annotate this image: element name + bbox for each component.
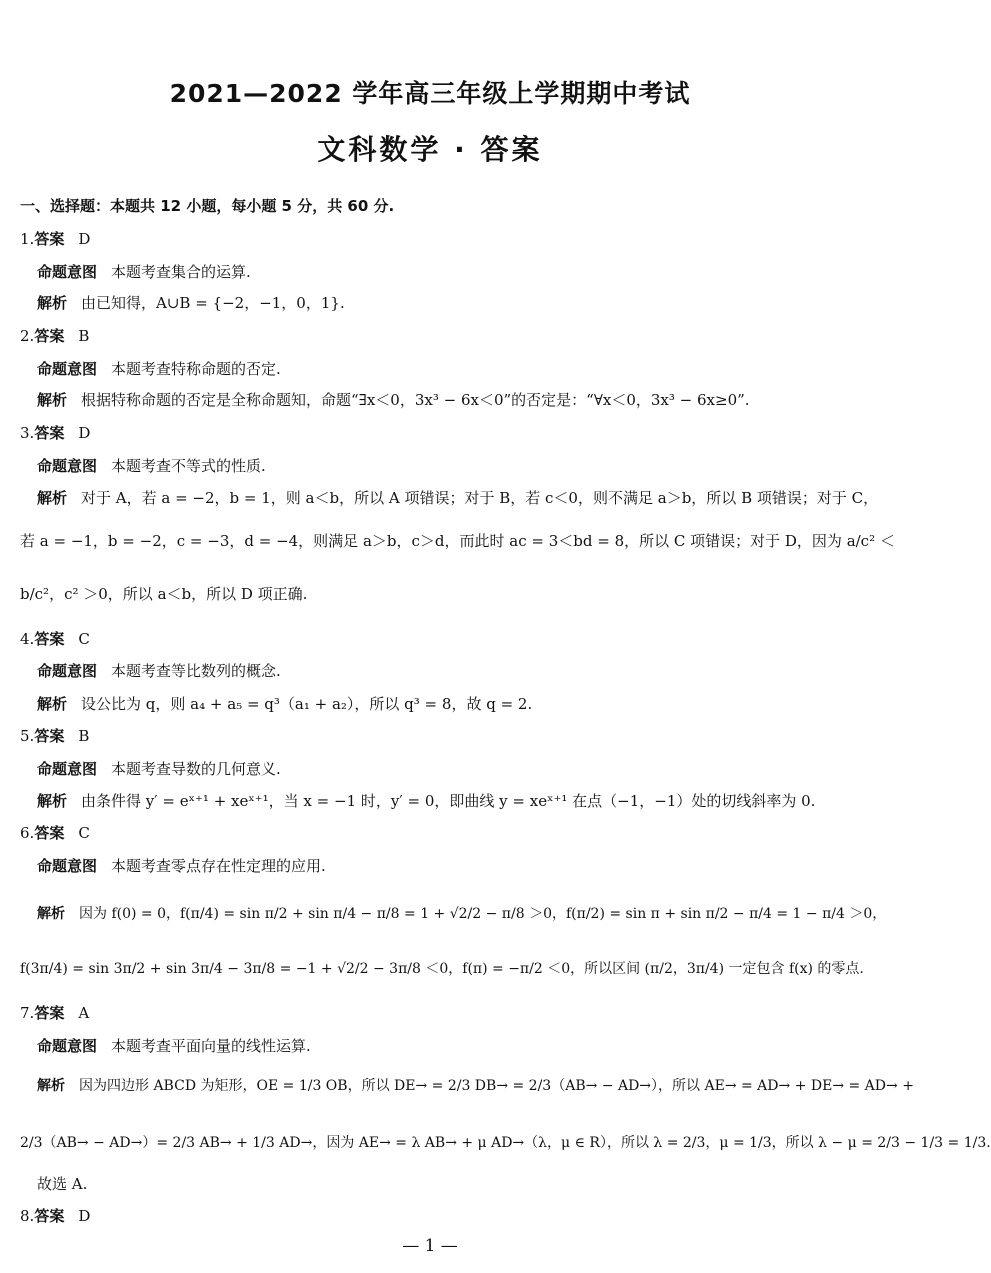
question-7-answer: 7.答案 A <box>20 1004 90 1022</box>
question-3-analysis: 解析 对于 A，若 a = −2，b = 1，则 a＜b，所以 A 项错误；对于 B，若 c＜0，则不满足 a＞b，所以 B 项错误；对于 C， <box>37 489 879 507</box>
exam-title: 2021—2022 学年高三年级上学期期中考试 <box>169 79 691 108</box>
question-3-answer: 3.答案 D <box>20 424 91 442</box>
question-6-intent: 命题意图 本题考查零点存在性定理的应用. <box>37 857 326 875</box>
question-7-intent: 命题意图 本题考查平面向量的线性运算. <box>37 1037 311 1055</box>
question-7-analysis: 解析 因为四边形 ABCD 为矩形，OE = 1/3 OB，所以 DE→ = 2/3 DB→ = 2/3（AB→ − AD→），所以 AE→ = AD→ + DE→ = AD→ + <box>37 1078 914 1094</box>
question-8-answer: 8.答案 D <box>20 1207 91 1225</box>
question-6-answer: 6.答案 C <box>20 824 90 842</box>
question-3-analysis-line-2: 若 a = −1，b = −2，c = −3，d = −4，则满足 a＞b，c＞d，而此时 ac = 3＜bd = 8，所以 C 项错误；对于 D，因为 a/c² ＜ <box>20 532 895 550</box>
page-number: — 1 — <box>402 1236 458 1256</box>
question-1-answer: 1.答案 D <box>20 230 91 248</box>
answer-label: 答案 <box>34 230 65 248</box>
question-5-intent: 命题意图 本题考查导数的几何意义. <box>37 760 281 778</box>
question-1-analysis: 解析 由已知得，A∪B = {−2，−1，0，1}. <box>37 294 345 312</box>
question-2-intent: 命题意图 本题考查特称命题的否定. <box>37 360 281 378</box>
question-4-answer: 4.答案 C <box>20 630 90 648</box>
question-7-analysis-line-3: 故选 A. <box>37 1175 88 1193</box>
exam-subtitle: 文科数学 · 答案 <box>317 133 543 166</box>
question-5-analysis: 解析 由条件得 y′ = eˣ⁺¹ + xeˣ⁺¹，当 x = −1 时，y′ = 0，即曲线 y = xeˣ⁺¹ 在点（−1，−1）处的切线斜率为 0. <box>37 792 816 810</box>
question-5-answer: 5.答案 B <box>20 727 90 745</box>
question-3-analysis-line-3: b/c²，c² ＞0，所以 a＜b，所以 D 项正确. <box>20 585 308 603</box>
answer-value: D <box>78 230 91 248</box>
question-4-intent: 命题意图 本题考查等比数列的概念. <box>37 662 281 680</box>
question-1-intent: 命题意图 本题考查集合的运算. <box>37 263 251 281</box>
section-heading: 一、选择题：本题共 12 小题，每小题 5 分，共 60 分. <box>20 197 395 215</box>
question-7-analysis-line-2: 2/3（AB→ − AD→）= 2/3 AB→ + 1/3 AD→，因为 AE→ = λ AB→ + μ AD→（λ，μ ∈ R），所以 λ = 2/3，μ = 1/3，所以 λ − μ = 2/3 − 1/3 = 1/3. <box>20 1135 991 1151</box>
question-2-answer: 2.答案 B <box>20 327 90 345</box>
question-6-analysis-line-2: f(3π/4) = sin 3π/2 + sin 3π/4 − 3π/8 = −1 + √2/2 − 3π/8 ＜0，f(π) = −π/2 ＜0，所以区间 (π/2，3π/4) 一定包含 f(x) 的零点. <box>20 961 864 977</box>
question-3-intent: 命题意图 本题考查不等式的性质. <box>37 457 266 475</box>
question-2-analysis: 解析 根据特称命题的否定是全称命题知，命题“∃x＜0，3x³ − 6x＜0”的否定是：“∀x＜0，3x³ − 6x≥0”. <box>37 391 750 409</box>
question-6-analysis: 解析 因为 f(0) = 0，f(π/4) = sin π/2 + sin π/4 − π/8 = 1 + √2/2 − π/8 ＞0，f(π/2) = sin π + sin π/2 − π/4 = 1 − π/4 ＞0， <box>37 906 887 922</box>
question-4-analysis: 解析 设公比为 q，则 a₄ + a₅ = q³（a₁ + a₂），所以 q³ = 8，故 q = 2. <box>37 695 533 713</box>
